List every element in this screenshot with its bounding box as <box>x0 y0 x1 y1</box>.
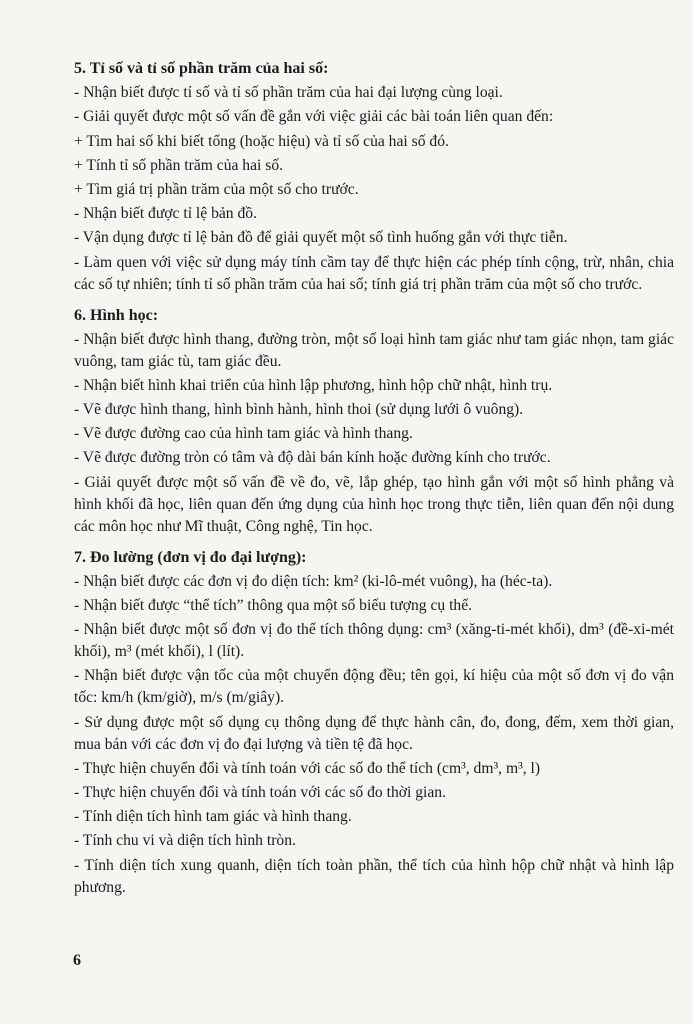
list-item: - Nhận biết được vận tốc của một chuyển động đều; tên gọi, kí hiệu của một số đơn vị đo vận tốc: km/h (km/giờ), m/s (m/giây). <box>74 667 674 707</box>
list-item: - Tính diện tích hình tam giác và hình thang. <box>74 808 352 826</box>
list-item: - Tính chu vi và diện tích hình tròn. <box>74 832 296 850</box>
list-item: - Giải quyết được một số vấn đề gắn với việc giải các bài toán liên quan đến: <box>74 108 554 126</box>
list-item: - Nhận biết được tỉ lệ bản đồ. <box>74 205 257 223</box>
section-heading: 7. Đo lường (đơn vị đo đại lượng): <box>74 548 307 566</box>
list-item: - Nhận biết được tỉ số và tỉ số phần trăm của hai đại lượng cùng loại. <box>74 84 503 102</box>
list-item: - Vẽ được đường tròn có tâm và độ dài bán kính hoặc đường kính cho trước. <box>74 449 551 467</box>
list-item: + Tìm giá trị phần trăm của một số cho trước. <box>74 180 359 198</box>
list-item: - Nhận biết được một số đơn vị đo thể tích thông dụng: cm³ (xăng-ti-mét khối), dm³ (đề-xi-mét khối), m³ (mét khối), l (lít). <box>74 621 674 661</box>
list-item: - Nhận biết được hình thang, đường tròn, một số loại hình tam giác như tam giác nhọn, tam giác vuông, tam giác tù, tam giác đều. <box>74 330 674 370</box>
list-item: - Giải quyết được một số vấn đề về đo, vẽ, lắp ghép, tạo hình gắn với một số hình phẳng và hình khối đã học, liên quan đến ứng dụng của hình học trong thực tiễn, liên quan đến nội dung các môn học như Mĩ thuật, Công nghệ, Tin học. <box>74 473 674 535</box>
section-heading: 6. Hình học: <box>74 306 159 324</box>
list-item: + Tìm hai số khi biết tổng (hoặc hiệu) và tỉ số của hai số đó. <box>74 132 449 150</box>
section-heading: 5. Tỉ số và tỉ số phần trăm của hai số: <box>74 60 329 77</box>
list-item: - Thực hiện chuyển đổi và tính toán với các số đo thời gian. <box>74 783 446 801</box>
list-item: + Tính tỉ số phần trăm của hai số. <box>74 156 284 174</box>
list-item: - Sử dụng được một số dụng cụ thông dụng để thực hành cân, đo, đong, đếm, xem thời gian, mua bán với các đơn vị đo đại lượng và tiền tệ đã học. <box>74 713 674 753</box>
list-item: - Nhận biết hình khai triển của hình lập phương, hình hộp chữ nhật, hình trụ. <box>74 376 553 394</box>
list-item: - Thực hiện chuyển đổi và tính toán với các số đo thể tích (cm³, dm³, m³, l) <box>74 759 541 777</box>
list-item: - Nhận biết được các đơn vị đo diện tích: km² (ki-lô-mét vuông), ha (héc-ta). <box>74 572 553 590</box>
page-content <box>74 58 674 901</box>
list-item: - Vẽ được đường cao của hình tam giác và hình thang. <box>74 425 413 443</box>
list-item: - Làm quen với việc sử dụng máy tính cầm tay để thực hiện các phép tính cộng, trừ, nhân, chia các số tự nhiên; tính tỉ số phần trăm của hai số; tính giá trị phần trăm của một số cho trước. <box>74 253 674 293</box>
list-item: - Vận dụng được tỉ lệ bản đồ để giải quyết một số tình huống gắn với thực tiễn. <box>74 229 568 247</box>
list-item: - Tính diện tích xung quanh, diện tích toàn phần, thể tích của hình hộp chữ nhật và hình lập phương. <box>74 856 674 896</box>
list-item: - Nhận biết được “thể tích” thông qua một số biểu tượng cụ thể. <box>74 597 473 614</box>
list-item: - Vẽ được hình thang, hình bình hành, hình thoi (sử dụng lưới ô vuông). <box>74 401 524 419</box>
page-number: 6 <box>73 952 81 969</box>
